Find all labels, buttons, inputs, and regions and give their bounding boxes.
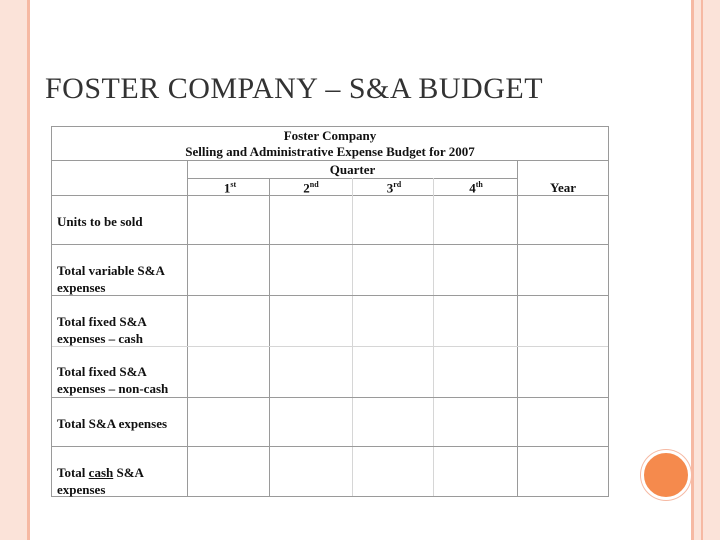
company-name: Foster Company	[283, 128, 377, 143]
quarter-4-header: 4th	[469, 180, 483, 196]
slide-title: FOSTER COMPANY – S&A BUDGET	[45, 72, 544, 105]
quarter-3-header: 3rd	[386, 180, 402, 196]
year-header: Year	[550, 180, 576, 195]
budget-table	[51, 126, 609, 497]
row-total-fixed-sa-noncash: Total fixed S&A expenses – non-cash	[57, 364, 169, 396]
quarter-1-header: 1st	[223, 180, 237, 196]
row-total-cash-sa: Total cash S&A expenses	[57, 465, 144, 497]
row-total-fixed-sa-cash: Total fixed S&A expenses – cash	[57, 314, 147, 346]
row-total-sa-expenses: Total S&A expenses	[57, 416, 168, 431]
row-total-variable-sa: Total variable S&A expenses	[57, 263, 165, 295]
row-units-to-be-sold: Units to be sold	[57, 214, 143, 229]
quarter-group-header: Quarter	[329, 162, 376, 177]
budget-subtitle: Selling and Administrative Expense Budget for 2007	[185, 144, 475, 159]
left-frame-decoration	[0, 0, 30, 540]
accent-circle-decoration	[641, 450, 691, 500]
quarter-2-header: 2nd	[303, 180, 319, 196]
right-frame-decoration	[691, 0, 720, 540]
